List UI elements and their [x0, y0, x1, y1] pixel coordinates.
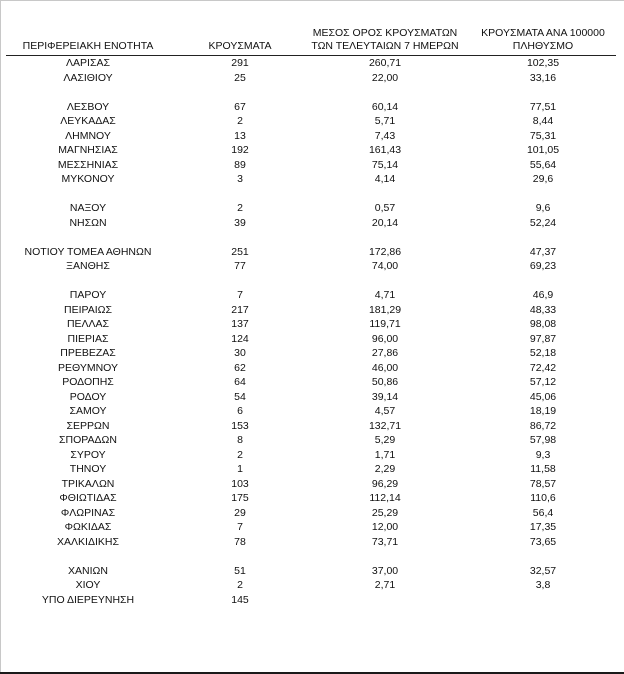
average-cell: 50,86 — [371, 376, 399, 388]
per-100k-cell: 55,64 — [529, 158, 557, 171]
per-100k-cell: 98,08 — [529, 318, 557, 330]
region-cell: ΦΛΩΡΙΝΑΣ — [60, 506, 116, 519]
average-cell: 25,29 — [371, 506, 399, 519]
per-100k-cell: 46,9 — [532, 289, 554, 301]
region-cell: ΦΩΚΙΔΑΣ — [64, 521, 112, 533]
average-cell: 7,43 — [374, 129, 396, 142]
per-100k-cell: 48,33 — [529, 303, 557, 316]
per-100k-cell: 102,35 — [526, 57, 560, 69]
average-cell: 4,57 — [374, 405, 396, 417]
average-cell: 2,29 — [374, 463, 396, 475]
per-100k-cell: 73,65 — [529, 535, 557, 548]
table-row — [0, 216, 624, 231]
table-row — [0, 433, 624, 448]
average-cell: 1,71 — [374, 448, 396, 461]
per-100k-cell: 86,72 — [529, 419, 557, 432]
region-cell: ΣΕΡΡΩΝ — [66, 419, 110, 432]
per-100k-cell: 75,31 — [529, 129, 557, 142]
per-100k-cell: 97,87 — [529, 332, 557, 345]
table-row — [0, 564, 624, 579]
per-100k-cell: 29,6 — [532, 173, 554, 185]
table-row — [0, 303, 624, 318]
per-100k-cell: 18,19 — [529, 405, 557, 417]
cases-table — [0, 56, 624, 607]
per-100k-cell: 3,8 — [535, 579, 551, 591]
per-100k-cell: 56,4 — [532, 506, 554, 519]
table-row — [0, 361, 624, 376]
table-row — [0, 491, 624, 506]
per-100k-cell: 11,58 — [530, 463, 556, 475]
region-cell: ΦΘΙΩΤΙΔΑΣ — [59, 492, 117, 504]
table-row — [0, 520, 624, 535]
region-cell: ΝΗΣΩΝ — [69, 216, 107, 229]
table-row — [0, 448, 624, 463]
per-100k-cell: 52,18 — [529, 347, 557, 359]
per-100k-cell: 78,57 — [529, 477, 557, 490]
cases-cell: 6 — [237, 405, 243, 417]
table-row — [0, 375, 624, 390]
table-row — [0, 578, 624, 593]
cases-cell: 192 — [231, 144, 249, 156]
table-row — [0, 477, 624, 492]
cases-cell: 137 — [231, 318, 249, 330]
table-row — [0, 143, 624, 158]
average-cell: 39,14 — [371, 390, 399, 403]
table-row — [0, 317, 624, 332]
average-cell: 5,29 — [374, 434, 396, 446]
per-100k-cell: 8,44 — [532, 115, 554, 127]
per-100k-cell: 45,06 — [529, 390, 557, 403]
region-cell: ΤΗΝΟΥ — [69, 463, 107, 475]
average-cell: 0,57 — [374, 202, 396, 214]
header-7day-average-line1: ΜΕΣΟΣ ΟΡΟΣ ΚΡΟΥΣΜΑΤΩΝ — [312, 27, 458, 39]
cases-cell: 78 — [234, 535, 246, 548]
cases-cell: 1 — [237, 463, 243, 475]
region-cell: ΠΕΙΡΑΙΩΣ — [64, 303, 112, 316]
per-100k-cell: 57,98 — [529, 434, 557, 446]
cases-cell: 13 — [234, 129, 246, 142]
per-100k-cell: 57,12 — [529, 376, 557, 388]
per-100k-cell: 17,35 — [529, 521, 557, 533]
header-cases-per-100k-line2: ΠΛΗΘΥΣΜΟ — [512, 40, 574, 52]
per-100k-cell: 69,23 — [529, 260, 557, 272]
table-row — [0, 346, 624, 361]
table-row — [0, 288, 624, 303]
cases-cell: 2 — [237, 115, 243, 127]
table-row — [0, 506, 624, 521]
region-cell: ΠΑΡΟΥ — [69, 289, 107, 301]
region-cell: ΣΠΟΡΑΔΩΝ — [59, 434, 117, 446]
region-cell: ΡΟΔΟΥ — [69, 390, 107, 403]
average-cell: 96,29 — [371, 477, 399, 490]
table-row — [0, 535, 624, 550]
table-row — [0, 245, 624, 260]
cases-cell: 3 — [237, 173, 243, 185]
cases-cell: 29 — [234, 506, 246, 519]
average-cell: 22,00 — [371, 71, 399, 84]
cases-cell: 145 — [231, 593, 249, 606]
cases-cell: 2 — [237, 579, 243, 591]
cases-cell: 51 — [234, 564, 246, 577]
average-cell: 172,86 — [368, 245, 402, 258]
cases-cell: 2 — [237, 202, 243, 214]
per-100k-cell: 9,6 — [535, 202, 551, 214]
cases-cell: 25 — [234, 71, 246, 84]
table-row — [0, 404, 624, 419]
region-cell: ΜΕΣΣΗΝΙΑΣ — [57, 158, 119, 171]
per-100k-cell: 33,16 — [529, 71, 557, 84]
region-cell: ΝΟΤΙΟΥ ΤΟΜΕΑ ΑΘΗΝΩΝ — [24, 245, 152, 258]
per-100k-cell: 110,6 — [530, 492, 556, 504]
header-cases: ΚΡΟΥΣΜΑΤΑ — [208, 40, 272, 52]
region-cell: ΜΑΓΝΗΣΙΑΣ — [58, 144, 118, 156]
region-cell: ΞΑΝΘΗΣ — [66, 260, 110, 272]
average-cell: 73,71 — [371, 535, 399, 548]
cases-cell: 124 — [231, 332, 249, 345]
table-row — [0, 259, 624, 274]
header-7day-average — [300, 27, 470, 53]
average-cell: 132,71 — [368, 419, 402, 432]
table-row — [0, 71, 624, 86]
region-cell: ΝΑΞΟΥ — [69, 202, 107, 214]
average-cell: 20,14 — [371, 216, 399, 229]
header-cases-per-100k-line1: ΚΡΟΥΣΜΑΤΑ ΑΝΑ 100000 — [481, 27, 605, 39]
average-cell: 75,14 — [371, 158, 399, 171]
average-cell: 161,43 — [368, 144, 402, 156]
cases-cell: 62 — [234, 361, 246, 374]
per-100k-cell: 9,3 — [535, 448, 551, 461]
average-cell: 4,71 — [374, 289, 396, 301]
per-100k-cell: 52,24 — [529, 216, 557, 229]
region-cell: ΛΑΡΙΣΑΣ — [66, 57, 110, 69]
region-cell: ΧΙΟΥ — [75, 579, 101, 591]
cases-cell: 217 — [231, 303, 249, 316]
average-cell: 96,00 — [371, 332, 399, 345]
cases-cell: 153 — [231, 419, 249, 432]
header-region: ΠΕΡΙΦΕΡΕΙΑΚΗ ΕΝΟΤΗΤΑ — [22, 40, 154, 52]
cases-cell: 103 — [231, 477, 249, 490]
cases-cell: 54 — [234, 390, 246, 403]
cases-cell: 77 — [234, 260, 246, 272]
region-cell: ΠΙΕΡΙΑΣ — [67, 332, 109, 345]
cases-cell: 64 — [234, 376, 246, 388]
region-cell: ΡΕΘΥΜΝΟΥ — [57, 361, 118, 374]
cases-cell: 7 — [237, 521, 243, 533]
table-row — [0, 100, 624, 115]
average-cell: 74,00 — [371, 260, 399, 272]
region-cell: ΛΑΣΙΘΙΟΥ — [63, 71, 113, 84]
average-cell: 181,29 — [368, 303, 402, 316]
region-cell: ΠΡΕΒΕΖΑΣ — [60, 347, 116, 359]
region-cell: ΣΑΜΟΥ — [69, 405, 107, 417]
header-cases-per-100k — [478, 27, 608, 53]
page-border-top — [0, 0, 624, 1]
per-100k-cell: 101,05 — [526, 144, 560, 156]
table-row — [0, 462, 624, 477]
per-100k-cell: 32,57 — [529, 564, 557, 577]
cases-cell: 39 — [234, 216, 246, 229]
region-cell: ΛΗΜΝΟΥ — [65, 129, 111, 142]
cases-cell: 7 — [237, 289, 243, 301]
cases-cell: 251 — [231, 245, 249, 258]
table-row — [0, 201, 624, 216]
region-cell: ΧΑΝΙΩΝ — [68, 564, 108, 577]
average-cell: 46,00 — [371, 361, 399, 374]
average-cell: 2,71 — [374, 579, 396, 591]
cases-cell: 2 — [237, 448, 243, 461]
region-cell: ΠΕΛΛΑΣ — [66, 318, 110, 330]
per-100k-cell: 72,42 — [529, 361, 557, 374]
cases-cell: 30 — [234, 347, 246, 359]
table-row — [0, 158, 624, 173]
table-row — [0, 129, 624, 144]
average-cell: 60,14 — [371, 100, 399, 113]
region-cell: ΣΥΡΟΥ — [70, 448, 106, 461]
region-cell: ΡΟΔΟΠΗΣ — [62, 376, 114, 388]
per-100k-cell: 77,51 — [529, 100, 557, 113]
average-cell: 112,14 — [369, 492, 401, 504]
region-cell: ΧΑΛΚΙΔΙΚΗΣ — [57, 535, 119, 548]
cases-cell: 291 — [231, 57, 249, 69]
average-cell: 5,71 — [374, 115, 396, 127]
cases-cell: 175 — [231, 492, 249, 504]
per-100k-cell: 47,37 — [529, 245, 557, 258]
region-cell: ΥΠΟ ΔΙΕΡΕΥΝΗΣΗ — [41, 593, 135, 606]
table-row — [0, 114, 624, 129]
average-cell: 260,71 — [368, 57, 402, 69]
table-row — [0, 172, 624, 187]
header-7day-average-line2: ΤΩΝ ΤΕΛΕΥΤΑΙΩΝ 7 ΗΜΕΡΩΝ — [311, 40, 459, 52]
region-cell: ΛΕΣΒΟΥ — [66, 100, 110, 113]
cases-cell: 8 — [237, 434, 243, 446]
table-row — [0, 390, 624, 405]
region-cell: ΜΥΚΟΝΟΥ — [61, 173, 115, 185]
table-row — [0, 56, 624, 71]
region-cell: ΤΡΙΚΑΛΩΝ — [61, 477, 115, 490]
average-cell: 4,14 — [374, 173, 396, 185]
table-row — [0, 419, 624, 434]
average-cell: 12,00 — [371, 521, 399, 533]
cases-cell: 67 — [234, 100, 246, 113]
table-row — [0, 332, 624, 347]
average-cell: 37,00 — [371, 564, 399, 577]
cases-cell: 89 — [234, 158, 246, 171]
average-cell: 119,71 — [369, 318, 401, 330]
region-cell: ΛΕΥΚΑΔΑΣ — [60, 115, 116, 127]
average-cell: 27,86 — [371, 347, 399, 359]
table-row — [0, 593, 624, 608]
